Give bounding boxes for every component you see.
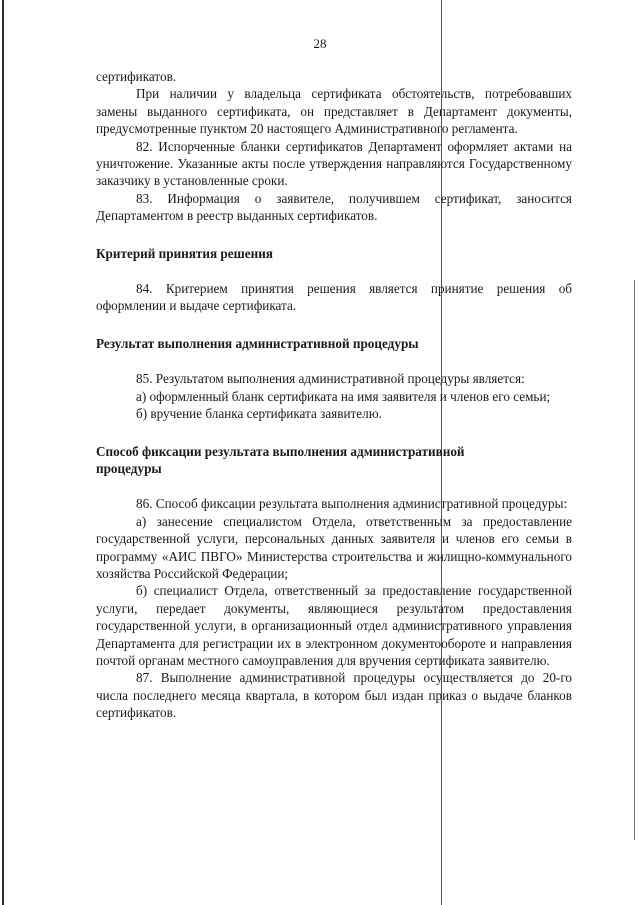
paragraph-85b: б) вручение бланка сертификата заявителю. — [136, 406, 382, 422]
paragraph-certificate-replacement: При наличии у владельца сертификата обстоятельств, потребовавших замены выданного сертификата, он представляет в Департамент документы, предусмотренные пунктом 20 настоящего Административного регламента. — [96, 86, 572, 137]
heading-decision-criteria: Критерий принятия решения — [96, 245, 273, 261]
paragraph-83: 83. Информация о заявителе, получившем сертификат, заносится Департаментом в реестр выданных сертификатов. — [96, 190, 572, 224]
heading-result-fixation-line1: Способ фиксации результата выполнения административной — [96, 443, 465, 459]
paragraph-85a: а) оформленный бланк сертификата на имя заявителя и членов его семьи; — [136, 388, 551, 404]
paragraph-86: 86. Способ фиксации результата выполнения административной процедуры: — [136, 496, 568, 512]
paragraph-84: 84. Критерием принятия решения является принятие решения об оформлении и выдаче сертификата. — [96, 281, 572, 314]
page-number: 28 — [313, 36, 327, 51]
paragraph-86b: б) специалист Отдела, ответственный за предоставление государственной услуги, передает документы, являющиеся результатом предоставления государственной услуги, в организационный отдел административного управления Департамента для регистрации их в электронном документообороте и направления почтой органам местного самоуправления для вручения сертификата заявителю. — [96, 583, 572, 668]
scan-edge-left — [2, 0, 4, 905]
paragraph-85: 85. Результатом выполнения административной процедуры является: — [136, 371, 525, 387]
paragraph-87: 87. Выполнение административной процедуры осуществляется до 20-го числа последнего месяца квартала, в котором был издан приказ о выдаче бланков сертификатов. — [96, 670, 572, 721]
paragraph-82: 82. Испорченные бланки сертификатов Департамент оформляет актами на уничтожение. Указанные акты после утверждения направляются Государственному заказчику в установленные сроки. — [96, 138, 572, 189]
scan-edge-right — [634, 280, 635, 840]
heading-result-fixation-line2: процедуры — [96, 460, 162, 476]
document-body — [96, 68, 572, 722]
paragraph-86a: а) занесение специалистом Отдела, ответственным за предоставление государственной услуги, персональных данных заявителя и членов его семьи в программу «АИС ПВГО» Министерства строительства и жилищно-коммунального хозяйства Российской Федерации; — [96, 513, 572, 581]
heading-procedure-result: Результат выполнения административной процедуры — [96, 335, 419, 351]
paragraph-continuation: сертификатов. — [96, 69, 177, 84]
